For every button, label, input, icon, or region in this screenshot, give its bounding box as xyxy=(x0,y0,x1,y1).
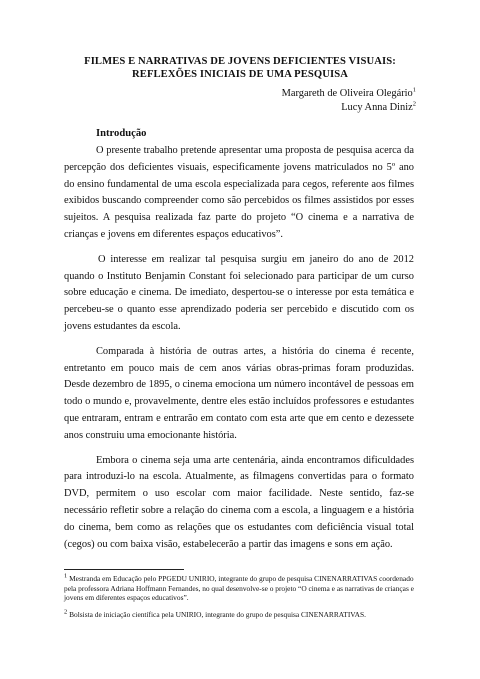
footnote-1 xyxy=(64,574,416,603)
body-text xyxy=(64,143,414,561)
paragraph: Comparada à história de outras artes, a história do cinema é recente, entretanto em pouco mais de cem anos várias obras-primas foram produzidas. Desde dezembro de 1895, o cinema emociona um número incontável de pessoas em todo o mundo e, provavelmente, dentre eles estão incluídos professores e estudantes que entraram, entram e entrarão em contato com esta arte que em cento e dezessete anos construiu uma emocionante história. xyxy=(64,345,414,441)
footnotes xyxy=(64,574,416,626)
paragraph: Embora o cinema seja uma arte centenária, ainda encontramos dificuldades para introduzi-lo na escola. Atualmente, as filmagens convertidas para o formato DVD, permitem o uso escolar com maior facilidade. Neste sentido, faz-se necessário refletir sobre a relação do cinema com a escola, a linguagem e a história do cinema, bem como as relações que os estudantes com deficiência visual total (cegos) ou com baixa visão, estabelecerão a partir das imagens e sons em ação. xyxy=(64,454,414,550)
author-1 xyxy=(282,87,416,101)
author-list xyxy=(282,87,416,114)
footnote-marker: 2 xyxy=(412,100,416,108)
section-heading: Introdução xyxy=(96,128,147,139)
footnote-text: Mestranda em Educação pelo PPGEDU UNIRIO, integrante do grupo de pesquisa CINENARRATIVAS coordenado pela professora Adriana Hoffmann Fernandes, no qual desenvolve-se o projeto “O cinema e as narrativas de crianças e jovens em diferentes espaços educativos”. xyxy=(64,574,414,603)
paragraph: O interesse em realizar tal pesquisa surgiu em janeiro do ano de 2012 quando o Instituto Benjamin Constant foi selecionado para participar de um curso sobre educação e cinema. De imediato, despertou-se o interesse por esta temática e percebeu-se o quanto esse aprendizado poderia ser percebido e discutido com os jovens estudantes da escola. xyxy=(64,253,414,332)
footnote-text: Bolsista de iniciação científica pela UNIRIO, integrante do grupo de pesquisa CINENARRATIVAS. xyxy=(67,609,366,619)
author-name: Lucy Anna Diniz xyxy=(341,101,413,113)
title-line-2: REFLEXÕES INICIAIS DE UMA PESQUISA xyxy=(132,69,348,80)
footnote-divider xyxy=(64,569,184,570)
author-2 xyxy=(282,101,416,115)
footnote-marker: 1 xyxy=(412,86,416,94)
footnote-2 xyxy=(64,610,416,620)
footnote-number: 1 xyxy=(64,572,68,580)
paragraph: O presente trabalho pretende apresentar uma proposta de pesquisa acerca da percepção dos deficientes visuais, especificamente jovens matriculados no 5º ano do ensino fundamental de uma escola especializada para cegos, referente aos filmes exibidos buscando compreender como são percebidos os filmes assistidos por esses sujeitos. A pesquisa realizada faz parte do projeto “O cinema e a narrativa de crianças e jovens em diferentes espaços educativos”. xyxy=(64,145,414,240)
title-line-1: FILMES E NARRATIVAS DE JOVENS DEFICIENTES VISUAIS: xyxy=(84,56,396,67)
footnote-number: 2 xyxy=(64,608,68,616)
author-name: Margareth de Oliveira Olegário xyxy=(281,88,413,99)
paper-title xyxy=(60,55,420,81)
